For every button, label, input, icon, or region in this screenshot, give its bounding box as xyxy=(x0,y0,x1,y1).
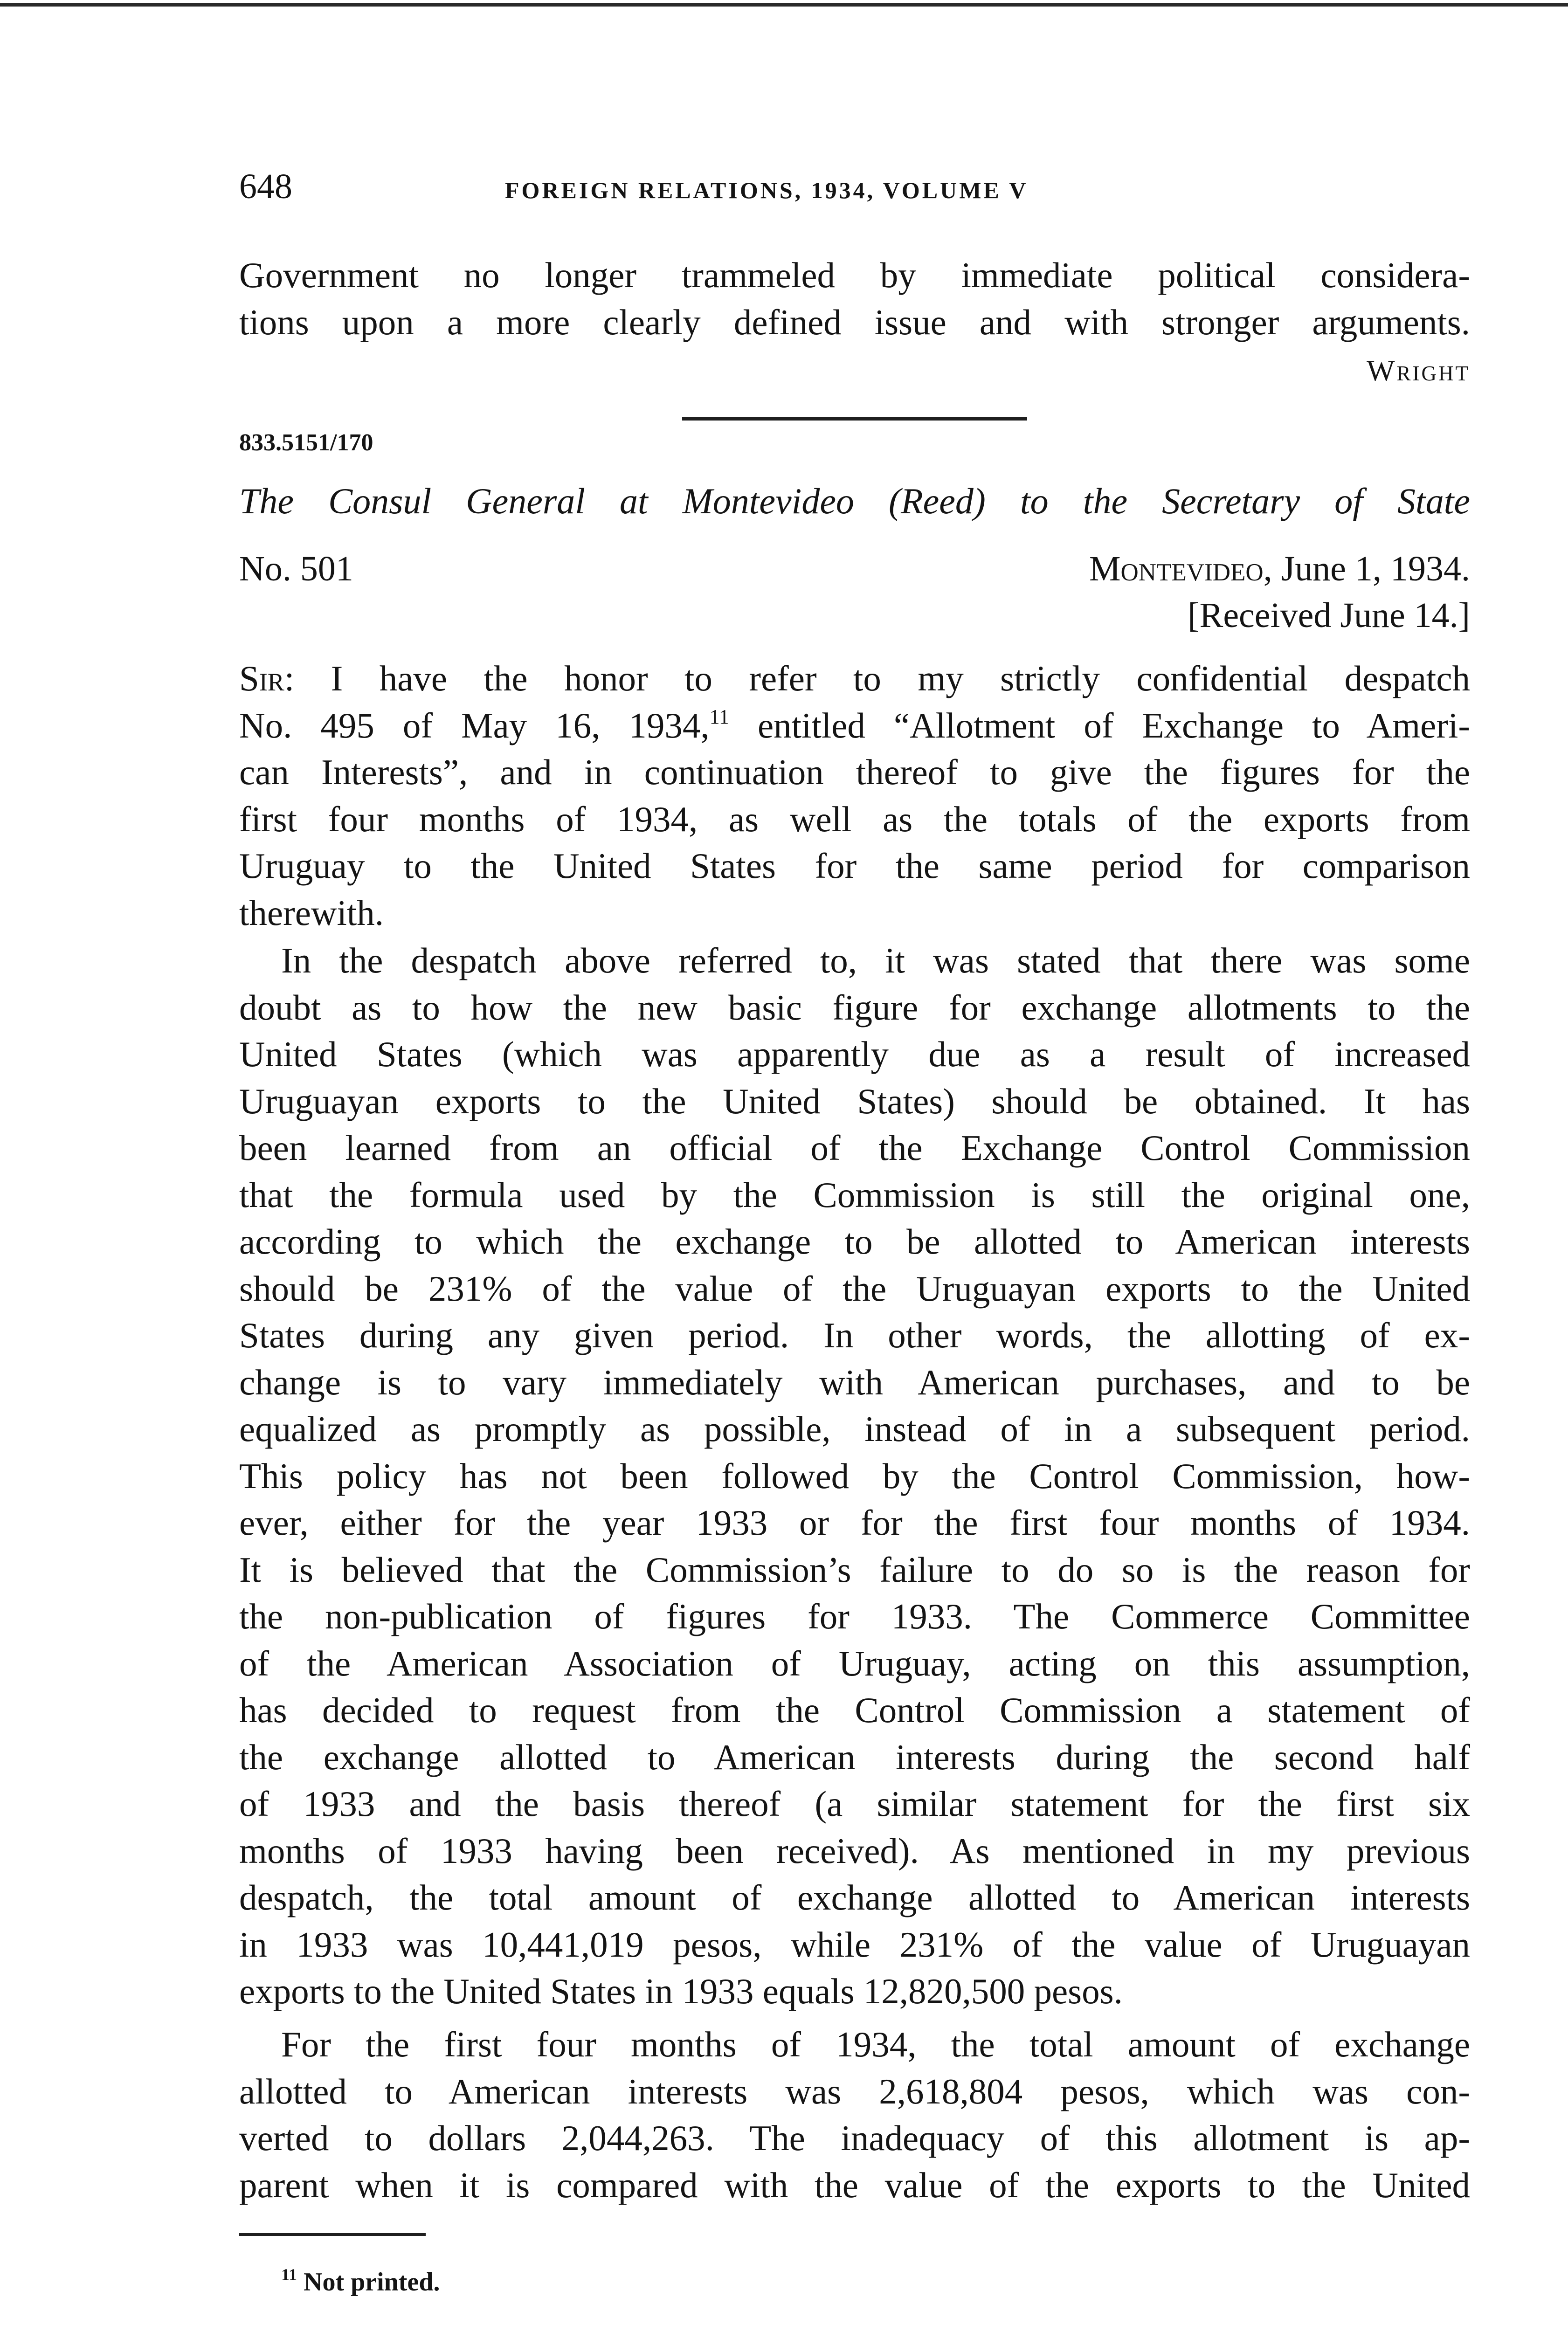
paragraph-2 xyxy=(239,937,1470,2015)
footnote xyxy=(281,2259,440,2305)
text-line: despatch, the total amount of exchange allotted to American interests xyxy=(239,1877,1470,1917)
received-date: [Received June 14.] xyxy=(1188,596,1470,635)
text-line: Uruguayan exports to the United States) should be obtained. It has xyxy=(239,1081,1470,1121)
text-line: first four months of 1934, as well as the totals of the exports from xyxy=(239,799,1470,839)
running-title: FOREIGN RELATIONS, 1934, VOLUME V xyxy=(505,177,1029,203)
text-line: can Interests”, and in continuation thereof to give the figures for the xyxy=(239,752,1470,792)
text-line: months of 1933 having been received). As mentioned in my previous xyxy=(239,1830,1470,1871)
text-line: in 1933 was 10,441,019 pesos, while 231% of the value of Uruguayan xyxy=(239,1924,1470,1965)
text-line: verted to dollars 2,044,263. The inadequacy of this allotment is ap- xyxy=(239,2118,1470,2158)
text-line: therewith. xyxy=(239,892,384,933)
text-line: States during any given period. In other words, the allotting of ex- xyxy=(239,1315,1470,1355)
text-line: In the despatch above referred to, it was stated that there was some xyxy=(281,940,1470,980)
text-line: has decided to request from the Control Commission a statement of xyxy=(239,1690,1470,1730)
footnote-ref: 11 xyxy=(709,705,729,728)
text-line: It is believed that the Commission’s failure to do so is the reason for xyxy=(239,1549,1470,1590)
text-line: been learned from an official of the Exchange Control Commission xyxy=(239,1128,1470,1168)
text-line: that the formula used by the Commission is still the original one, xyxy=(239,1174,1470,1215)
text-line: change is to vary immediately with American purchases, and to be xyxy=(239,1362,1470,1402)
text-line: United States (which was apparently due as a result of increased xyxy=(239,1034,1470,1074)
text-line: allotted to American interests was 2,618,804 pesos, which was con- xyxy=(239,2071,1470,2111)
text-line: doubt as to how the new basic figure for exchange allotments to the xyxy=(239,987,1470,1028)
text-line: the exchange allotted to American interests during the second half xyxy=(239,1737,1470,1777)
text-line: tions upon a more clearly defined issue and with stronger arguments. xyxy=(239,302,1470,342)
text-line: the non-publication of figures for 1933. The Commerce Committee xyxy=(239,1596,1470,1636)
footnote-marker: 11 xyxy=(281,2265,297,2284)
text-line: of the American Association of Uruguay, acting on this assumption, xyxy=(239,1643,1470,1683)
signature: Wright xyxy=(1367,354,1470,387)
text-line xyxy=(239,655,1470,702)
top-border-rule xyxy=(0,3,1568,7)
file-number: 833.5151/170 xyxy=(239,429,373,456)
text-line: according to which the exchange to be allotted to American interests xyxy=(239,1221,1470,1262)
page-number: 648 xyxy=(239,167,292,206)
despatch-number: No. 501 xyxy=(239,549,353,588)
text-fragment: : I have the honor to refer to my strictly confidential despatch xyxy=(284,658,1470,698)
footnote-rule xyxy=(239,2233,426,2236)
dateline xyxy=(1089,543,1470,594)
section-separator xyxy=(682,417,1027,421)
salutation: Sir xyxy=(239,658,284,698)
text-line: This policy has not been followed by the Control Commission, how- xyxy=(239,1455,1470,1496)
running-header xyxy=(239,161,1470,212)
document-title: The Consul General at Montevideo (Reed) to the Secretary of State xyxy=(239,481,1470,521)
footnote-text: Not printed. xyxy=(304,2268,440,2297)
dateline-place: Montevideo xyxy=(1089,549,1264,588)
text-line: ever, either for the year 1933 or for the first four months of 1934. xyxy=(239,1503,1470,1543)
text-line: equalized as promptly as possible, instead of in a subsequent period. xyxy=(239,1409,1470,1449)
text-line: parent when it is compared with the value of the exports to the United xyxy=(239,2165,1470,2205)
text-line: exports to the United States in 1933 equals 12,820,500 pesos. xyxy=(239,1971,1123,2011)
text-fragment: entitled “Allotment of Exchange to Ameri- xyxy=(729,705,1470,745)
text-line: should be 231% of the value of the Uruguayan exports to the United xyxy=(239,1268,1470,1309)
paragraph-3 xyxy=(239,2021,1470,2208)
text-fragment: No. 495 of May 16, 1934, xyxy=(239,705,710,745)
text-line: For the first four months of 1934, the total amount of exchange xyxy=(281,2024,1470,2064)
dateline-date: , June 1, 1934. xyxy=(1263,549,1470,588)
paragraph-1 xyxy=(239,655,1470,936)
text-line: Uruguay to the United States for the same period for comparison xyxy=(239,846,1470,886)
text-line xyxy=(239,702,1470,749)
text-line: of 1933 and the basis thereof (a similar statement for the first six xyxy=(239,1784,1470,1824)
continuation-paragraph xyxy=(239,252,1470,345)
text-line: Government no longer trammeled by immediate political considera- xyxy=(239,255,1470,295)
